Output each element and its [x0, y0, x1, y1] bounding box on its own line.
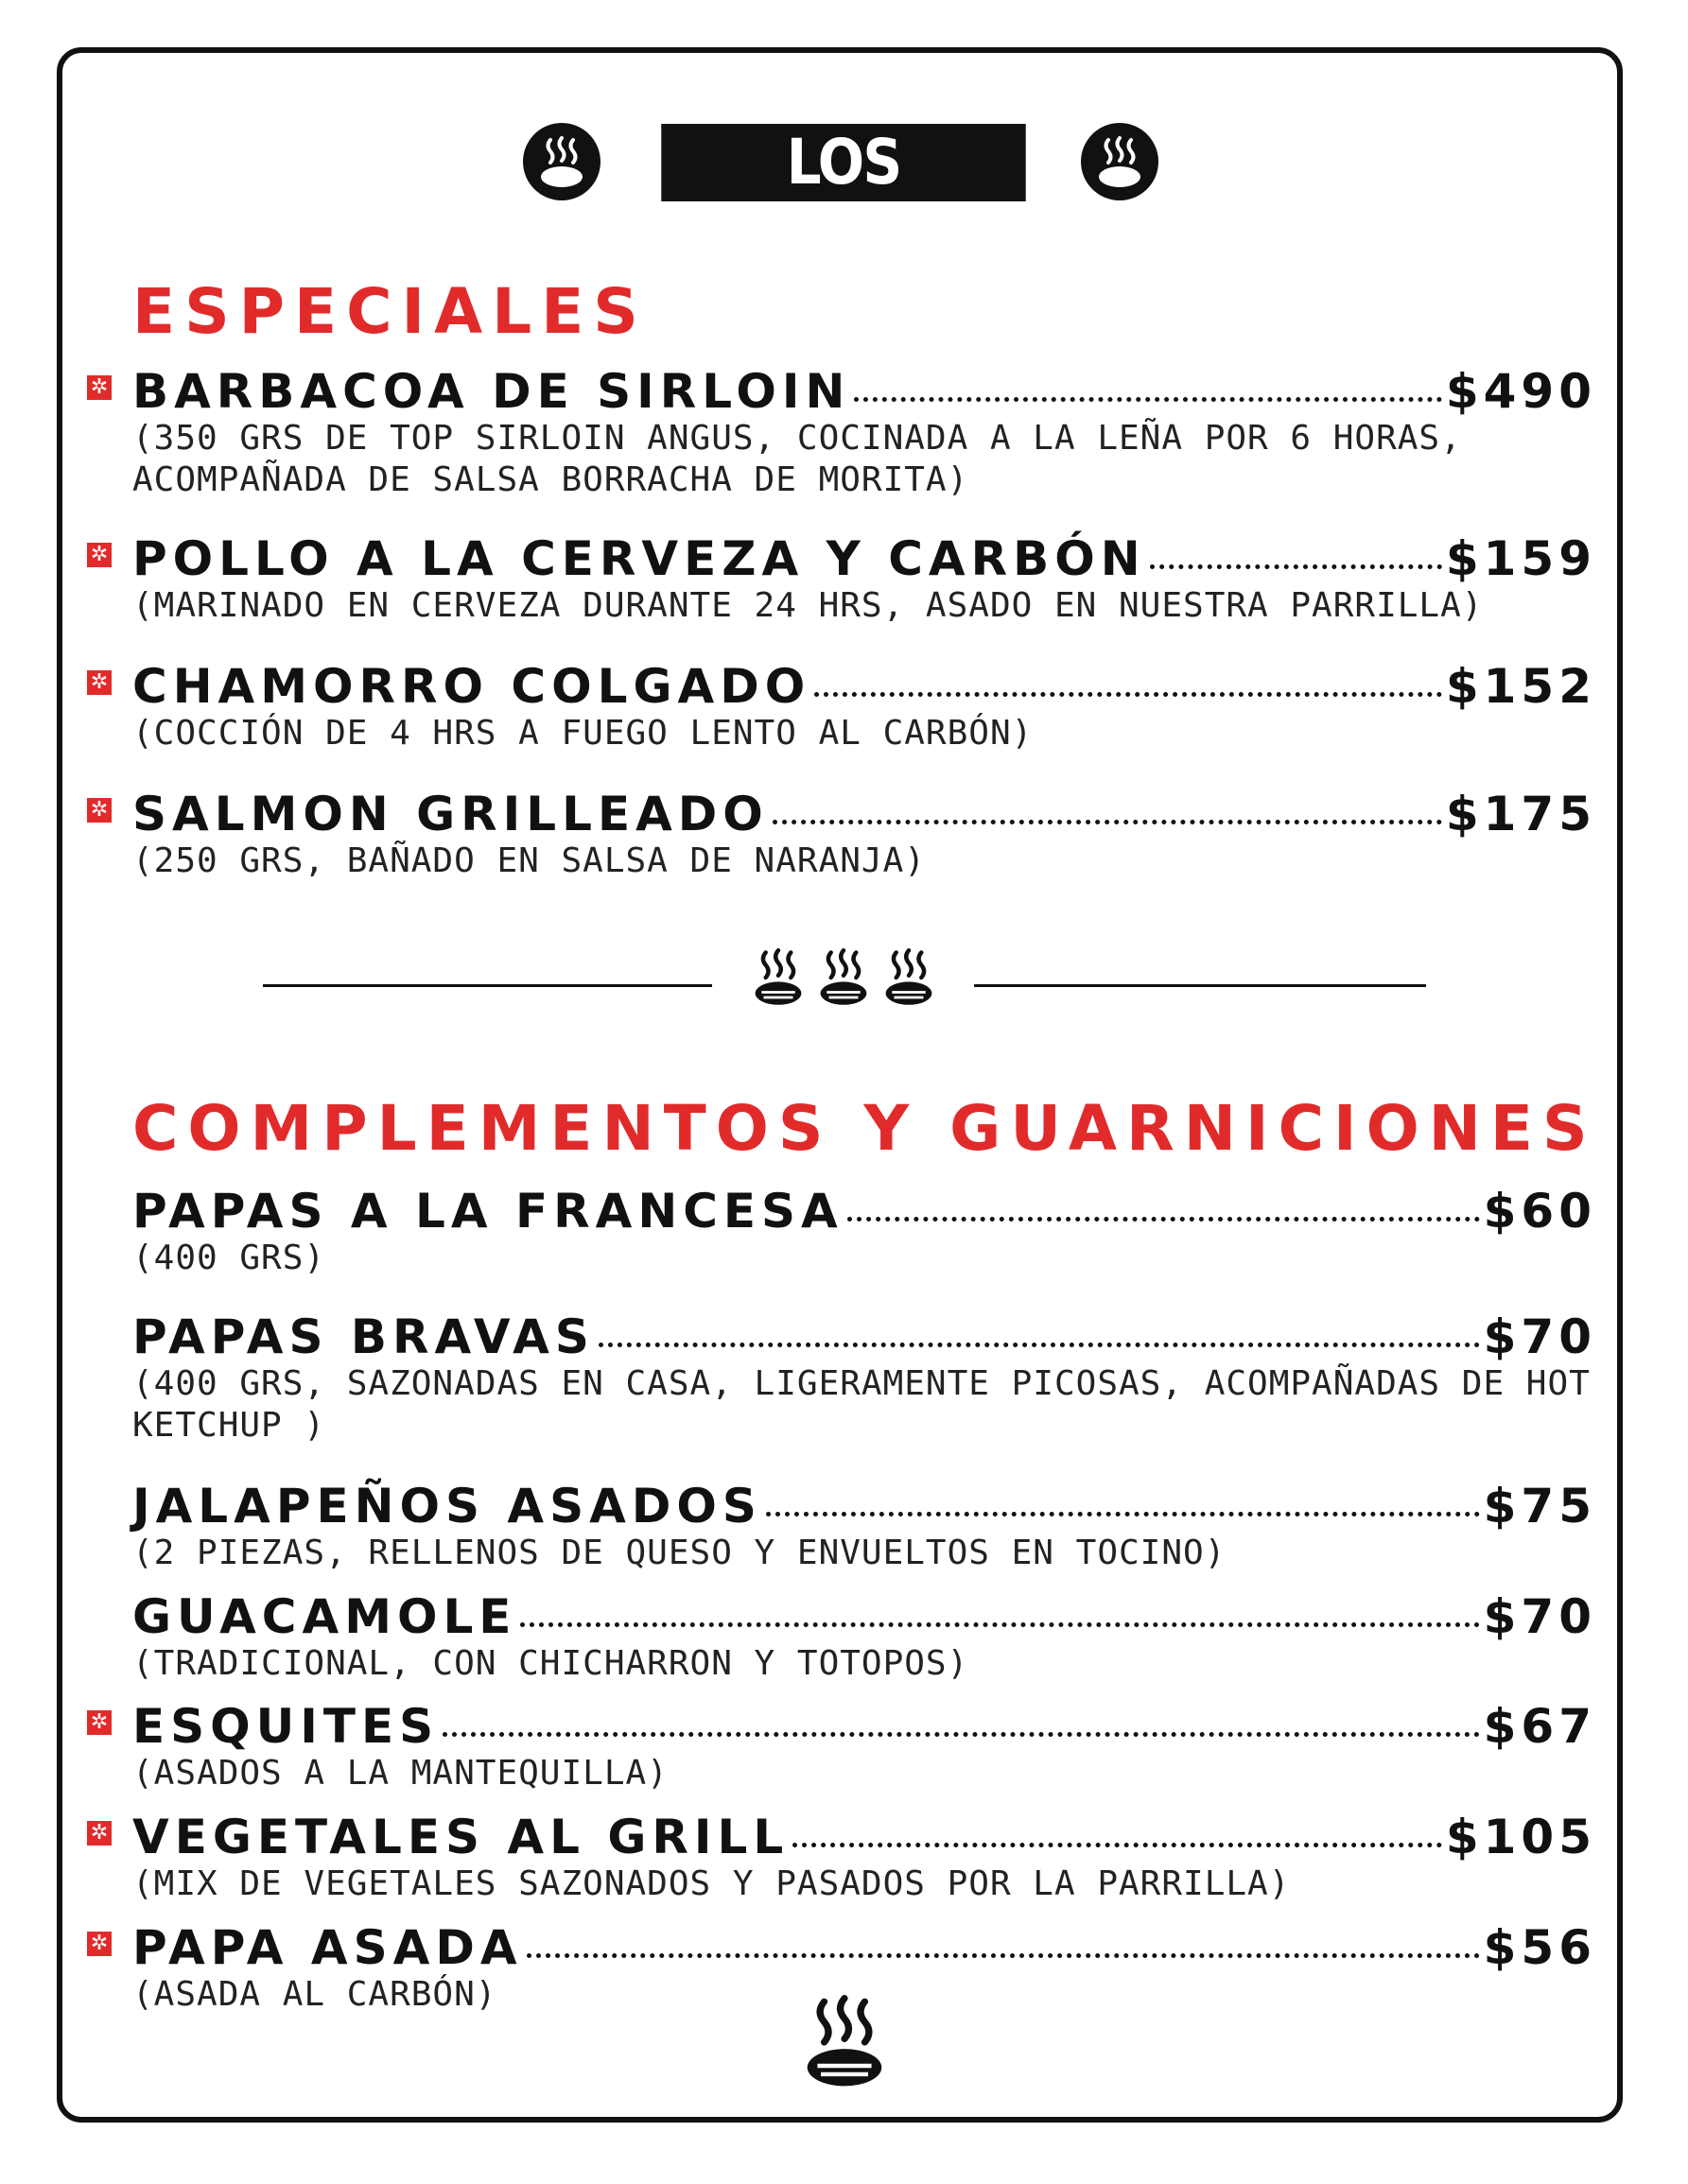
asterisk-icon: ✲ — [87, 375, 112, 400]
page-title: LOS ASADOS — [661, 124, 1025, 201]
menu-item — [87, 525, 1596, 648]
item-price: $60 — [1483, 1184, 1596, 1239]
item-name: ESQUITES — [132, 1699, 440, 1754]
asterisk-icon: ✲ — [87, 798, 112, 823]
item-description: (MIX DE VEGETALES SAZONADOS Y PASADOS POR LA PARRILLA) — [132, 1864, 1291, 1903]
item-description: (250 GRS, BAÑADO EN SALSA DE NARANJA) — [132, 841, 926, 880]
dot-leader — [599, 1297, 1480, 1347]
item-description: (COCCIÓN DE 4 HRS A FUEGO LENTO AL CARBÓN) — [132, 714, 1034, 753]
asterisk-icon: ✲ — [87, 1821, 112, 1846]
item-description: (TRADICIONAL, CON CHICHARRON Y TOTOPOS) — [132, 1644, 969, 1683]
dot-leader — [443, 1687, 1479, 1737]
item-description: (350 GRS DE TOP SIRLOIN ANGUS, COCINADA A LA LEÑA POR 6 HORAS, ACOMPAÑADA DE SALSA BORRACHA DE MORITA) — [132, 419, 1462, 499]
divider-line — [263, 984, 712, 987]
steak-icon — [802, 1995, 887, 2089]
menu-item — [87, 357, 1596, 499]
item-price: $159 — [1445, 531, 1596, 586]
item-price: $70 — [1483, 1589, 1596, 1644]
dot-leader — [766, 1466, 1480, 1517]
item-description: (MARINADO EN CERVEZA DURANTE 24 HRS, ASADO EN NUESTRA PARRILLA) — [132, 586, 1484, 625]
divider-line — [974, 984, 1426, 987]
dot-leader — [792, 1797, 1442, 1847]
item-description: (ASADA AL CARBÓN) — [132, 1975, 497, 2014]
item-name: PAPAS A LA FRANCESA — [132, 1184, 844, 1239]
asterisk-icon: ✲ — [87, 670, 112, 695]
item-price: $56 — [1483, 1920, 1596, 1975]
item-name: PAPAS BRAVAS — [132, 1309, 595, 1364]
item-name: VEGETALES AL GRILL — [132, 1810, 790, 1864]
item-description: (400 GRS) — [132, 1239, 326, 1277]
menu-item — [87, 1303, 1596, 1445]
grill-steak-icon — [1081, 123, 1158, 200]
menu-item — [87, 1177, 1596, 1300]
asterisk-icon: ✲ — [87, 1710, 112, 1735]
grill-steak-icon — [523, 123, 600, 200]
item-description: (400 GRS, SAZONADAS EN CASA, LIGERAMENTE PICOSAS, ACOMPAÑADAS DE HOT KETCHUP ) — [132, 1364, 1591, 1445]
item-price: $67 — [1483, 1699, 1596, 1754]
item-description: (2 PIEZAS, RELLENOS DE QUESO Y ENVUELTOS EN TOCINO) — [132, 1534, 1227, 1572]
dot-leader — [854, 352, 1442, 402]
section-title-complementos: COMPLEMENTOS Y GUARNICIONES — [132, 1092, 1597, 1165]
menu-item — [87, 780, 1596, 903]
item-name: GUACAMOLE — [132, 1589, 517, 1644]
item-name: BARBACOA DE SIRLOIN — [132, 364, 851, 419]
item-name: CHAMORRO COLGADO — [132, 659, 811, 714]
item-name: POLLO A LA CERVEZA Y CARBÓN — [132, 531, 1146, 586]
item-description: (ASADOS A LA MANTEQUILLA) — [132, 1754, 669, 1793]
dot-leader — [847, 1171, 1480, 1222]
section-title-especiales: ESPECIALES — [132, 275, 648, 348]
item-name: SALMON GRILLEADO — [132, 787, 769, 841]
dot-leader — [814, 647, 1442, 697]
item-price: $70 — [1483, 1309, 1596, 1364]
dot-leader — [520, 1577, 1479, 1627]
steak-icon — [880, 948, 937, 1007]
asterisk-icon: ✲ — [87, 1932, 112, 1956]
item-price: $75 — [1483, 1479, 1596, 1534]
item-price: $490 — [1445, 364, 1596, 419]
item-price: $152 — [1445, 659, 1596, 714]
menu-item — [87, 652, 1596, 775]
steak-icon — [815, 948, 872, 1007]
item-price: $105 — [1445, 1810, 1596, 1864]
dot-leader — [1150, 519, 1442, 569]
asterisk-icon: ✲ — [87, 543, 112, 567]
item-name: PAPA ASADA — [132, 1920, 523, 1975]
steak-icon — [750, 948, 807, 1007]
item-name: JALAPEÑOS ASADOS — [132, 1479, 762, 1534]
dot-leader — [527, 1908, 1480, 1958]
dot-leader — [773, 774, 1442, 824]
item-price: $175 — [1445, 787, 1596, 841]
